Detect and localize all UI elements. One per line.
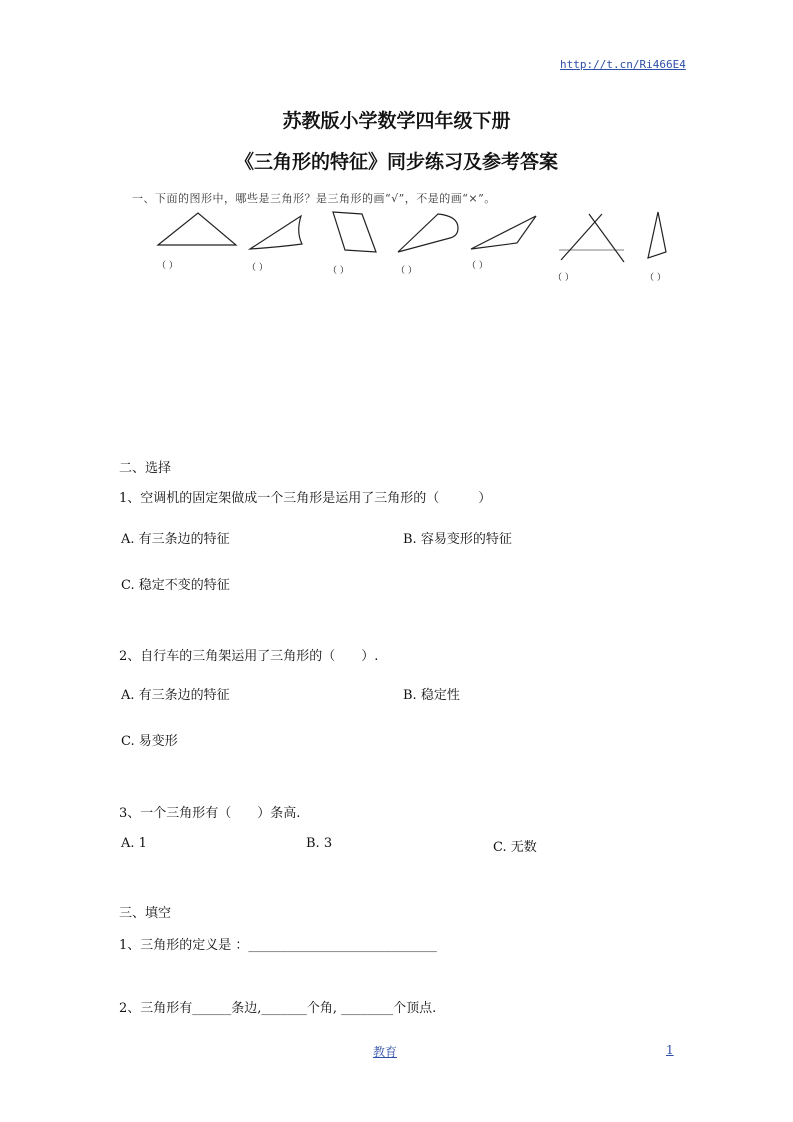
q3-option-b[interactable]: B. 3: [306, 836, 333, 851]
shape-2-blank[interactable]: （ ）: [247, 263, 268, 273]
q3-option-c[interactable]: C. 无数: [493, 840, 537, 855]
shape-5-triangle: [471, 216, 536, 249]
q3-text: 3、一个三角形有（ ）条高.: [119, 806, 301, 821]
q1-option-a[interactable]: A. 有三条边的特征: [121, 532, 230, 547]
shape-1-triangle: [158, 213, 236, 245]
page-subtitle: 《三角形的特征》同步练习及参考答案: [234, 151, 558, 173]
header-url-link[interactable]: http://t.cn/Ri466E4: [560, 58, 686, 71]
shape-3-blank[interactable]: （ ）: [328, 266, 349, 276]
q2-option-c[interactable]: C. 易变形: [121, 734, 178, 749]
footer-link[interactable]: 教育: [373, 1045, 398, 1059]
q1-option-b[interactable]: B. 容易变形的特征: [403, 532, 512, 547]
shape-7-triangle: [648, 212, 666, 258]
shape-5-blank[interactable]: （ ）: [467, 261, 488, 271]
section3-heading: 三、填空: [119, 906, 172, 921]
page-number: 1: [666, 1043, 674, 1057]
shape-1-blank[interactable]: （ ）: [157, 261, 178, 271]
page-title: 苏教版小学数学四年级下册: [282, 110, 511, 132]
shape-6-line-b: [561, 214, 602, 260]
section2-heading: 二、选择: [119, 461, 172, 476]
q2-text: 2、自行车的三角架运用了三角形的（ ）.: [119, 649, 379, 664]
fill-q2[interactable]: 2、三角形有______条边,_______个角, ________个顶点.: [119, 1001, 437, 1016]
shape-4-sector: [398, 214, 458, 252]
shape-6-blank[interactable]: （ ）: [553, 273, 574, 283]
fill-q1[interactable]: 1、三角形的定义是 ：_____________________________: [119, 938, 437, 953]
shape-2-curved: [250, 216, 302, 249]
q2-option-a[interactable]: A. 有三条边的特征: [121, 688, 230, 703]
shape-3-parallelogram: [333, 212, 376, 252]
shape-4-blank[interactable]: （ ）: [396, 266, 417, 276]
shape-6-line-c: [589, 214, 624, 262]
shape-7-blank[interactable]: （ ）: [645, 273, 666, 283]
shapes-figure: [140, 200, 680, 290]
q1-text: 1、空调机的固定架做成一个三角形是运用了三角形的（ ）: [119, 491, 492, 506]
q3-option-a[interactable]: A. 1: [121, 836, 147, 851]
section1-heading: 一、下面的图形中，哪些是三角形？是三角形的画“√”，不是的画“×”。: [132, 192, 496, 205]
q2-option-b[interactable]: B. 稳定性: [403, 688, 460, 703]
q1-option-c[interactable]: C. 稳定不变的特征: [121, 578, 230, 593]
